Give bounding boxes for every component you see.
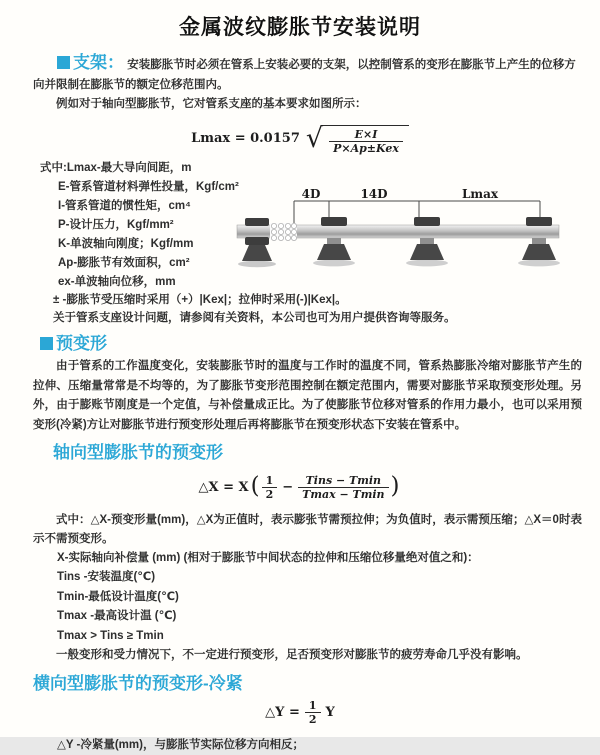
delta-y-note: △Y -冷紧量(mm)，与膨胀节实际位移方向相反； (57, 739, 304, 751)
definitions-block (40, 159, 600, 292)
predeform-section-heading (40, 333, 600, 355)
pipe-support-diagram (237, 187, 572, 289)
section-square-icon (40, 337, 53, 350)
temp-definition-line: Tmin-最低设计温度(℃) (57, 590, 179, 603)
support-section-heading (57, 53, 124, 72)
one-half-fraction: $\frac{1}{2}$ (262, 474, 278, 501)
temperature-fraction-denominator: Tmax − Tmin (302, 487, 385, 501)
formula-delta-y-rhs: Y (325, 704, 335, 720)
radical-sign-icon: √ (305, 122, 324, 154)
dimension-labels (302, 187, 499, 201)
service-note: 关于管系支座设计问题，请参阅有关资料，本公司也可为用户提供咨询等服务。 (53, 311, 456, 324)
guide-support (518, 217, 560, 266)
temp-inequality-line: Tmax > Tins ≥ Tmin (57, 629, 164, 642)
formula-lmax-lhs: Lmax = 0.0157 (191, 130, 300, 146)
formula-lmax-numerator: E×I (329, 128, 403, 142)
support-heading-label: 支架： (73, 53, 124, 72)
dimension-label-4d: 4D (301, 187, 321, 201)
x-definition-line: X-实际轴向补偿量 (mm) (相对于膨胀节中间状态的拉伸和压缩位移量绝对值之和)： (57, 552, 479, 564)
temp-definition-line: Tins -安装温度(℃) (57, 571, 156, 583)
dimension-label-14d: 14D (360, 187, 388, 201)
close-paren: ) (390, 472, 400, 499)
axial-note: 一般变形和受力情况下，不一定进行预变形，足否预变形对膨胀节的疲劳寿命几乎没有影响。 (56, 649, 528, 661)
delta-x-explanation: 式中：△X-预变形量(mm)，△X为正值时，表示膨张节需预拉伸；为负值时，表示需预压缩；△X＝0时表示不需预变形。 (33, 514, 582, 545)
dimension-label-lmax: Lmax (461, 187, 499, 201)
definition-item: Ap-膨胀节有效面积，cm² (58, 257, 190, 269)
definition-item: I-管系管道的惯性矩，cm⁴ (58, 200, 191, 212)
minus-sign: − (282, 479, 294, 495)
temp-definition-line: Tmax -最高设计温 (℃) (57, 610, 177, 622)
one-half-fraction: $\frac{1}{2}$ (305, 699, 321, 726)
definition-item: ex-单波轴向位移，mm (58, 276, 176, 288)
bellows-section (270, 223, 297, 241)
axial-subsection-heading: 轴向型膨胀节的预变形 (53, 443, 223, 462)
predeform-paragraph: 由于管系的工作温度变化，安装膨胀节时的温度与工作时的温度不同，管系热膨胀冷缩对膨胀节产生的拉伸、压缩量常常是不均等的，为了膨胀节变形范围控制在额定范围内，需要对膨胀节采取预变形处理。另外，由于膨账节刚度是一个定值，与补偿量成正比。为了使膨胀节位移对管系的作用力最小，也可以采用预变形(冷紧)方让对膨胀节进行预变形处理后再将膨胀节在预变形状态下安装在管系中。 (33, 360, 582, 431)
formula-delta-x-lhs: △X = X (198, 479, 249, 495)
temperature-fraction-numerator: Tins − Tmin (298, 474, 388, 488)
support-paragraph (33, 53, 585, 95)
definition-item: E-管系管道材料弹性投量，Kgf/cm² (58, 181, 239, 193)
formula-delta-y (0, 697, 600, 727)
plus-minus-note: ± -膨胀节受压缩时采用（+）|Kex|；拉伸时采用(-)|Kex|。 (53, 294, 347, 306)
lateral-subsection-heading: 横向型膨胀节的预变形-冷紧 (33, 674, 243, 693)
definition-item: P-设计压力，Kgf/mm² (58, 219, 174, 231)
guide-support (313, 217, 355, 266)
section-square-icon (57, 56, 70, 69)
formula-lmax-denominator: P×Ap±Kex (333, 141, 399, 155)
page-title: 金属波纹膨胀节安装说明 (179, 16, 421, 39)
predeform-heading-label: 预变形 (56, 334, 107, 353)
definitions-intro: 式中:Lmax-最大导向间距，m (40, 162, 192, 174)
example-line: 例如对于轴向型膨胀节，它对管系支座的基本要求如图所示： (56, 98, 367, 110)
formula-delta-y-lhs: △Y = (265, 704, 300, 720)
guide-support (406, 217, 448, 266)
formula-lmax (0, 121, 600, 155)
support-body-text: 安装膨胀节时必须在管系上安装必要的支架，以控制管系的变形在膨胀节上产生的位移方向并限制在膨胀节的额定位移范围内。 (33, 59, 576, 91)
formula-lmax-fraction (329, 128, 403, 155)
temperature-fraction (298, 474, 388, 501)
sqrt-radical (306, 122, 409, 155)
open-paren: ( (250, 472, 260, 499)
definition-item: K-单波轴向刚度；Kgf/mm (58, 238, 194, 250)
formula-delta-x (0, 468, 600, 506)
